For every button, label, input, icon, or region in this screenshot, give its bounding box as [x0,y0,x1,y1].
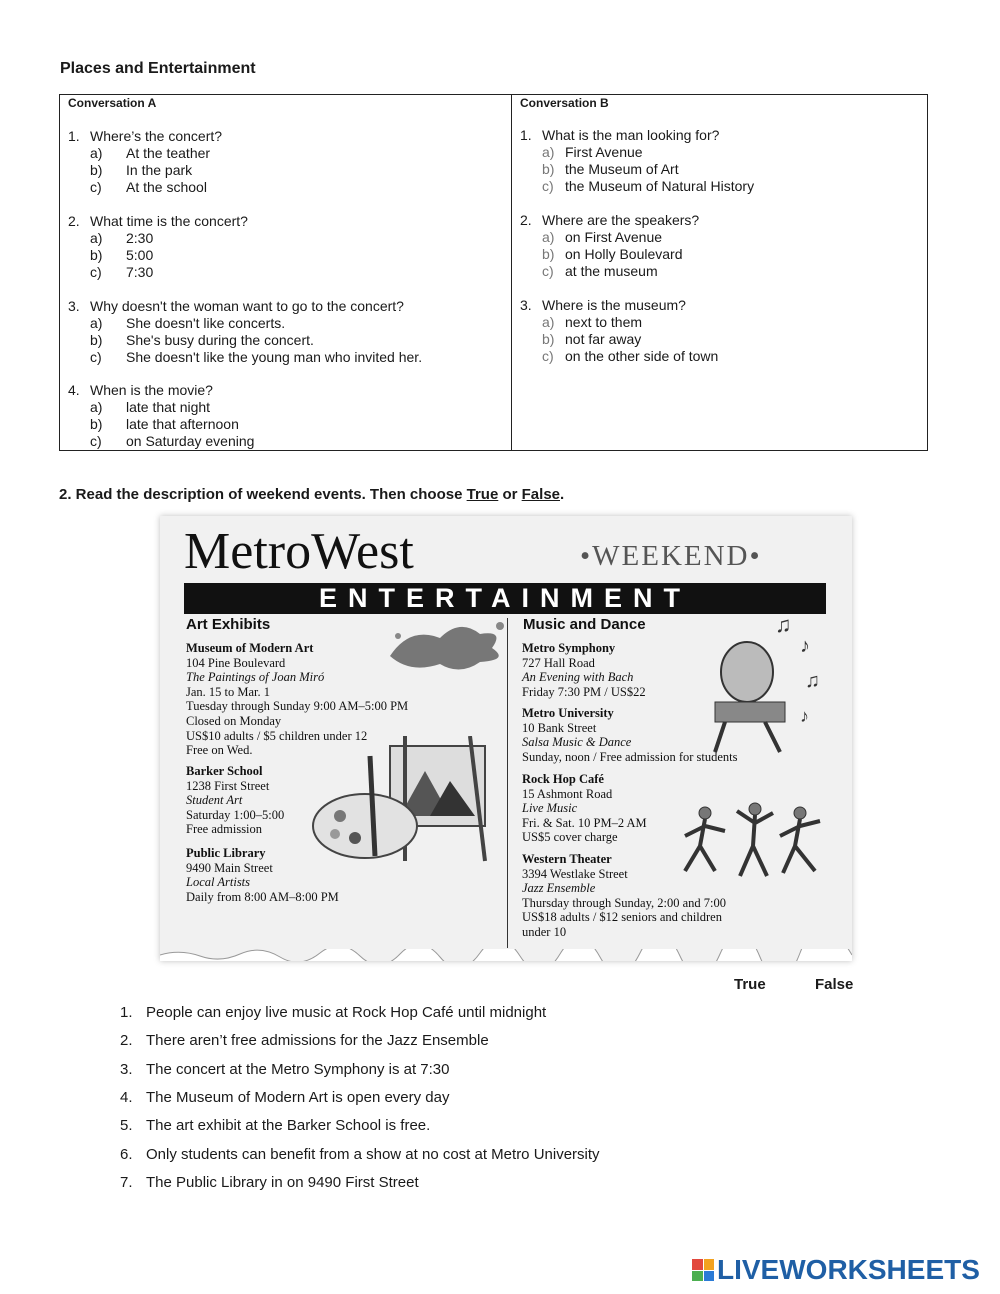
answer-option[interactable] [520,144,754,161]
option-letter: b) [90,162,103,178]
true-word: True [466,486,499,503]
statement-item [120,1004,546,1021]
option-letter: c) [90,433,102,449]
venue-name: Western Theater [522,852,612,866]
answer-option[interactable] [68,162,222,179]
option-text: the Museum of Natural History [565,178,755,194]
option-text: next to them [565,314,643,330]
section-2-instruction [59,486,564,503]
option-letter: b) [90,247,103,263]
statement-item [120,1089,449,1106]
question-item [68,213,248,281]
option-text: on Saturday evening [126,433,255,449]
question-line [520,127,754,144]
venue-detail: 9490 Main Street [186,860,273,875]
venue-detail: Live Music [522,801,578,816]
question-item [68,382,254,450]
venue-detail: Jazz Ensemble [522,881,596,896]
answer-option[interactable] [520,348,718,365]
answer-option[interactable] [68,332,422,349]
logo-text: LIVEWORKSHEETS [717,1254,980,1285]
answer-option[interactable] [520,263,699,280]
question-number: 3. [68,298,80,314]
option-text: the Museum of Art [565,161,679,177]
statement-text: The Museum of Modern Art is open every day [146,1088,450,1106]
svg-text:♫: ♫ [775,612,792,637]
question-line [68,298,422,315]
option-text: First Avenue [565,144,643,160]
option-text: on the other side of town [565,348,719,364]
answer-option[interactable] [68,315,422,332]
option-letter: b) [90,416,103,432]
poster-brand: MetroWest [184,523,414,580]
venue-name: Metro Symphony [522,641,616,655]
question-item [520,127,754,195]
answer-option[interactable] [520,246,699,263]
option-text: 5:00 [126,247,154,263]
statement-number: 4. [120,1088,133,1106]
question-item [520,212,699,280]
option-text: At the school [126,179,207,195]
venue-detail: An Evening with Bach [522,670,634,685]
venue-name: Metro University [522,706,614,720]
venue-listing [186,846,339,904]
option-letter: a) [90,145,103,161]
svg-text:♪: ♪ [800,706,809,726]
venue-detail: 727 Hall Road [522,655,595,670]
option-letter: c) [90,264,102,280]
venue-detail: Saturday 1:00–5:00 [186,807,285,822]
option-text: 7:30 [126,264,154,280]
option-letter: c) [90,179,102,195]
option-letter: b) [542,246,555,262]
venue-detail: 3394 Westlake Street [522,866,628,881]
conversation-table [59,94,928,451]
question-number: 1. [520,127,532,143]
statement-item [120,1117,430,1134]
option-text: At the teather [126,145,211,161]
venue-detail: Free admission [186,822,263,837]
section-2-end: . [560,486,565,503]
statement-item [120,1032,489,1049]
option-letter: a) [90,399,103,415]
option-text: 2:30 [126,230,154,246]
statement-item [120,1174,419,1191]
option-letter: b) [542,331,555,347]
venue-name: Museum of Modern Art [186,641,314,655]
venue-detail: Fri. & Sat. 10 PM–2 AM [522,815,647,830]
answer-option[interactable] [520,331,718,348]
question-line [68,213,248,230]
answer-option[interactable] [68,264,248,281]
answer-option[interactable] [68,433,254,450]
venue-detail: Salsa Music & Dance [522,735,632,750]
question-line [520,212,699,229]
entertainment-poster [160,516,852,961]
option-text: not far away [565,331,642,347]
venue-detail: US$5 cover charge [522,830,618,845]
question-number: 2. [68,213,80,229]
statement-text: There aren’t free admissions for the Jazz Ensemble [146,1032,489,1050]
option-letter: c) [542,348,554,364]
option-text: In the park [126,162,193,178]
venue-detail: Local Artists [186,875,251,890]
question-text: Where are the speakers? [542,212,700,228]
venue-detail: 10 Bank Street [522,720,597,735]
venue-detail: 1238 First Street [186,778,270,793]
section-2-prefix: 2. Read the description of weekend events. Then choose [59,486,467,503]
statement-item [120,1146,600,1163]
answer-option[interactable] [520,229,699,246]
venue-detail: Thursday through Sunday, 2:00 and 7:00 [522,895,727,910]
venue-name: Barker School [186,764,263,778]
option-letter: b) [542,161,555,177]
conversation-b-heading: Conversation B [520,96,609,110]
option-letter: c) [90,349,102,365]
option-text: on First Avenue [565,229,663,245]
venue-detail: under 10 [522,924,567,939]
answer-option[interactable] [68,399,254,416]
conversation-a-heading: Conversation A [68,96,157,110]
question-text: What is the man looking for? [542,127,720,143]
option-text: She's busy during the concert. [126,332,314,348]
poster-left-heading: Art Exhibits [186,616,271,633]
venue-detail: 104 Pine Boulevard [186,655,286,670]
statement-item [120,1061,450,1078]
venue-listing [522,852,726,940]
statement-text: The art exhibit at the Barker School is free. [146,1117,431,1135]
venue-name: Public Library [186,846,266,860]
venue-detail: Free on Wed. [186,743,253,758]
venue-detail: Closed on Monday [186,713,282,728]
false-word: False [521,486,560,503]
question-item [68,128,222,196]
option-letter: a) [542,144,555,160]
option-letter: a) [542,314,555,330]
venue-listing [522,706,738,764]
logo-tile [704,1271,715,1282]
option-letter: c) [542,263,554,279]
logo-tile [692,1259,703,1270]
answer-option[interactable] [68,247,248,264]
logo-tile [692,1271,703,1282]
answer-option[interactable] [520,161,754,178]
statement-number: 1. [120,1004,133,1021]
venue-listing [186,641,408,758]
option-letter: a) [542,229,555,245]
question-number: 4. [68,382,80,398]
statement-number: 5. [120,1117,133,1135]
question-number: 1. [68,128,80,144]
venue-detail: Daily from 8:00 AM–8:00 PM [186,889,339,904]
venue-detail: Sunday, noon / Free admission for students [522,749,738,764]
conversation-b-column [512,95,927,450]
question-item [520,297,718,365]
answer-option[interactable] [68,416,254,433]
page-title: Places and Entertainment [60,60,256,77]
answer-option[interactable] [68,349,422,366]
option-letter: c) [542,178,554,194]
option-text: late that night [126,399,211,415]
venue-detail: 15 Ashmont Road [522,786,613,801]
torn-edge [160,949,852,961]
question-number: 3. [520,297,532,313]
poster-banner: ENTERTAINMENT [184,583,826,614]
false-column-header: False [815,976,854,993]
venue-detail: Student Art [186,793,243,808]
venue-detail: Tuesday through Sunday 9:00 AM–5:00 PM [186,699,409,714]
poster-weekend: •WEEKEND• [580,540,762,572]
venue-listing [522,641,646,699]
venue-listing [186,764,284,837]
question-text: Where is the museum? [542,297,686,313]
statement-text: People can enjoy live music at Rock Hop Café until midnight [146,1004,547,1021]
venue-name: Rock Hop Café [522,772,604,786]
answer-option[interactable] [68,145,222,162]
statement-text: Only students can benefit from a show at no cost at Metro University [146,1145,600,1163]
option-letter: b) [90,332,103,348]
question-line [68,382,254,399]
statement-number: 6. [120,1145,133,1163]
true-column-header: True [734,976,766,993]
venue-detail: Friday 7:30 PM / US$22 [522,684,646,699]
question-text: What time is the concert? [90,213,248,229]
conversation-a-column [60,95,512,450]
venue-listing [522,772,647,845]
option-text: at the museum [565,263,658,279]
option-text: She doesn't like the young man who invited her. [126,349,423,365]
answer-option[interactable] [520,178,754,195]
option-letter: a) [90,230,103,246]
question-text: Why doesn't the woman want to go to the concert? [90,298,404,314]
svg-text:♫: ♫ [805,670,820,692]
statement-text: The concert at the Metro Symphony is at 7:30 [146,1060,450,1078]
question-text: Where’s the concert? [90,128,223,144]
venue-detail: Jan. 15 to Mar. 1 [186,684,271,699]
venue-detail: US$10 adults / $5 children under 12 [186,728,368,743]
option-text: She doesn't like concerts. [126,315,286,331]
logo-tiles-icon [692,1259,714,1281]
option-letter: a) [90,315,103,331]
poster-right-heading: Music and Dance [523,616,646,633]
or-word: or [498,486,522,503]
statement-number: 3. [120,1060,133,1078]
option-text: late that afternoon [126,416,239,432]
question-number: 2. [520,212,532,228]
statement-text: The Public Library in on 9490 First Street [146,1173,419,1191]
statement-number: 2. [120,1032,133,1050]
answer-option[interactable] [68,230,248,247]
liveworksheets-logo [692,1254,980,1286]
venue-detail: The Paintings of Joan Miró [186,670,325,685]
answer-option[interactable] [68,179,222,196]
option-text: on Holly Boulevard [565,246,683,262]
statement-number: 7. [120,1173,133,1191]
question-line [68,128,222,145]
venue-detail: US$18 adults / $12 seniors and children [522,910,722,925]
question-item [68,298,422,366]
answer-option[interactable] [520,314,718,331]
question-text: When is the movie? [90,382,213,398]
svg-text:♪: ♪ [800,635,810,657]
logo-tile [704,1259,715,1270]
question-line [520,297,718,314]
